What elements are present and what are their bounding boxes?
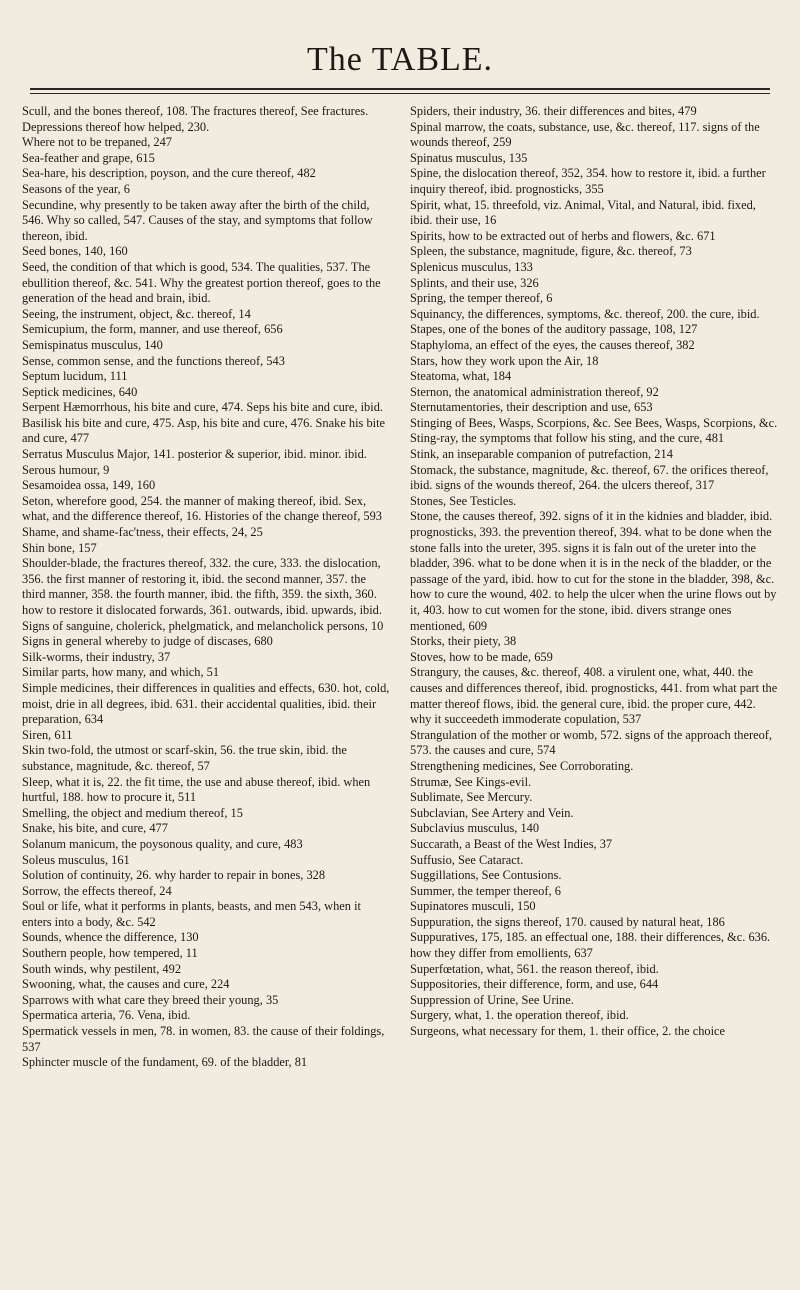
index-entry: Skin two-fold, the utmost or scarf-skin, 56. the true skin, ibid. the substance, magnitude, &c. thereof, 57 (22, 743, 347, 773)
right-column (410, 104, 778, 1071)
index-entry: Signs in general whereby to judge of discases, 680 (22, 634, 273, 649)
header-rule (30, 88, 770, 90)
index-entry: Suffusio, See Cataract. (410, 852, 524, 867)
index-entry: Sea-feather and grape, 615 (22, 150, 155, 165)
index-entry: Stinging of Bees, Wasps, Scorpions, &c. See Bees, Wasps, Scorpions, &c. (410, 415, 778, 430)
index-entry: Suppuratives, 175, 185. an effectual one, 188. their differences, &c. 636. how they differ from emollients, 637 (410, 930, 771, 961)
index-entry: Sleep, what it is, 22. the fit time, the use and abuse thereof, ibid. when hurtful, 188. how to procure it, 511 (22, 774, 371, 805)
index-entry: Spermatica arteria, 76. Vena, ibid. (22, 1008, 191, 1023)
index-entry: Septum lucidum, 111 (22, 369, 128, 384)
index-entry: Spine, the dislocation thereof, 352, 354. how to restore it, ibid. a further inquiry thereof, ibid. prognosticks, 355 (410, 166, 766, 196)
index-entry: Strumæ, See Kings-evil. (410, 774, 532, 789)
index-entry: Sphincter muscle of the fundament, 69. of the bladder, 81 (22, 1055, 308, 1070)
index-columns (22, 104, 778, 1071)
index-entry: Suppositories, their difference, form, and use, 644 (410, 977, 659, 992)
index-entry: Spirits, how to be extracted out of herbs and flowers, &c. 671 (410, 228, 716, 243)
index-entry: Snake, his bite, and cure, 477 (22, 821, 168, 836)
index-entry: Stoves, how to be made, 659 (410, 649, 553, 664)
index-entry: Spinal marrow, the coats, substance, use, &c. thereof, 117. signs of the wounds thereof, 259 (410, 119, 760, 150)
index-entry: Similar parts, how many, and which, 51 (22, 665, 220, 680)
index-entry: Suggillations, See Contusions. (410, 868, 562, 883)
index-entry: Subclavius musculus, 140 (410, 821, 540, 836)
index-entry: Squinancy, the differences, symptoms, &c. thereof, 200. the cure, ibid. (410, 306, 760, 321)
index-entry: Succarath, a Beast of the West Indies, 37 (410, 836, 613, 851)
index-entry: Spirit, what, 15. threefold, viz. Animal, Vital, and Natural, ibid. fixed, ibid. their use, 16 (410, 197, 756, 228)
index-entry: Sparrows with what care they breed their young, 35 (22, 992, 279, 1007)
index-entry: Sea-hare, his description, poyson, and the cure thereof, 482 (22, 166, 316, 181)
index-entry: Seasons of the year, 6 (22, 181, 130, 196)
index-entry: Seed, the condition of that which is good, 534. The qualities, 537. The ebullition thereof, &c. 541. Why the greatest portion thereof, goes to the generation of the head and brain, ibid. (22, 259, 381, 306)
index-entry: South winds, why pestilent, 492 (22, 961, 182, 976)
index-entry: Stars, how they work upon the Air, 18 (410, 353, 599, 368)
index-entry: Surgery, what, 1. the operation thereof, ibid. (410, 1008, 629, 1023)
index-entry: Siren, 611 (22, 727, 73, 742)
index-entry: Sorrow, the effects thereof, 24 (22, 883, 172, 898)
index-entry: Sublimate, See Mercury. (410, 790, 533, 805)
index-entry: Soleus musculus, 161 (22, 852, 130, 867)
index-entry: Strangury, the causes, &c. thereof, 408. a virulent one, what, 440. the causes and differences thereof, ibid. prognosticks, 441. from what part the matter thereof flows, ibid. the general cure, ibid. the proper cure, 442. why it succeedeth immoderate copulation, 537 (410, 665, 778, 727)
index-entry: Splenicus musculus, 133 (410, 259, 533, 274)
index-entry: Shoulder-blade, the fractures thereof, 332. the cure, 333. the dislocation, 356. the first manner of restoring it, ibid. the second manner, 357. the third manner, 358. the fourth manner, ibid. the fifth, 359. the sixth, 360. how to restore it dislocated forwards, 361. outwards, ibid. upwards, ibid. (22, 556, 382, 617)
index-entry: Spleen, the substance, magnitude, figure, &c. thereof, 73 (410, 244, 692, 259)
index-entry: Shame, and shame-fac'tness, their effects, 24, 25 (22, 525, 263, 540)
index-entry: Splints, and their use, 326 (410, 275, 539, 290)
index-entry: Secundine, why presently to be taken away after the birth of the child, 546. Why so called, 547. Causes of the stay, and symptoms that follow thereon, ibid. (22, 197, 373, 243)
index-entry: Sesamoidea ossa, 149, 160 (22, 478, 156, 493)
index-entry: Semicupium, the form, manner, and use thereof, 656 (22, 322, 283, 337)
index-entry: Supinatores musculi, 150 (410, 899, 536, 914)
index-entry: Strangulation of the mother or womb, 572. signs of the approach thereof, 573. the causes and cure, 574 (410, 727, 772, 758)
index-entry: Superfœtation, what, 561. the reason thereof, ibid. (410, 961, 659, 976)
index-entry: Stomack, the substance, magnitude, &c. thereof, 67. the orifices thereof, ibid. signs of the wounds thereof, 264. the ulcers thereof, 317 (410, 462, 769, 493)
index-entry: Surgeons, what necessary for them, 1. their office, 2. the choice (410, 1024, 726, 1039)
index-entry: Sternutamentories, their description and use, 653 (410, 400, 653, 415)
index-entry: Sense, common sense, and the functions thereof, 543 (22, 353, 285, 368)
index-entry: Steatoma, what, 184 (410, 369, 512, 384)
index-entry: Silk-worms, their industry, 37 (22, 649, 171, 664)
index-entry: Seeing, the instrument, object, &c. thereof, 14 (22, 306, 251, 321)
index-entry: Spring, the temper thereof, 6 (410, 291, 553, 306)
page-title: The TABLE. (306, 41, 494, 78)
index-entry: Staphyloma, an effect of the eyes, the causes thereof, 382 (410, 337, 695, 352)
index-entry: Seed bones, 140, 160 (22, 244, 128, 259)
index-entry: Stones, See Testicles. (410, 493, 517, 508)
index-entry: Shin bone, 157 (22, 540, 97, 555)
index-entry: Suppuration, the signs thereof, 170. caused by natural heat, 186 (410, 914, 725, 929)
index-entry: Sting-ray, the symptoms that follow his sting, and the cure, 481 (410, 431, 725, 446)
index-entry: Suppression of Urine, See Urine. (410, 992, 574, 1007)
index-entry: Septick medicines, 640 (22, 384, 138, 399)
index-entry: Signs of sanguine, cholerick, phelgmatick, and melancholick persons, 10 (22, 618, 384, 633)
index-entry: Stone, the causes thereof, 392. signs of it in the kidnies and bladder, ibid. prognosticks, 393. the prevention thereof, 394. what to be done when the stone falls into the ureter, 395. signs it is faln out of the ureter into the bladder, 396. what to be done when it is in the neck of the bladder, or the passage of the yard, ibid. how to cut for the stone in the bladder, 398, &c. how to cure the wound, 402. to help the ulcer when the urine flows out by it, 403. how to cut women for the stone, ibid. divers strange ones mentioned, 609 (410, 509, 777, 633)
index-entry: Smelling, the object and medium thereof, 15 (22, 805, 243, 820)
index-entry: Spinatus musculus, 135 (410, 150, 528, 165)
index-entry: Simple medicines, their differences in qualities and effects, 630. hot, cold, moist, drie in all degrees, ibid. 631. their accidental qualities, ibid. their preparation, 634 (22, 680, 390, 727)
index-entry: Swooning, what, the causes and cure, 224 (22, 977, 230, 992)
index-entry: Seton, wherefore good, 254. the manner of making thereof, ibid. Sex, what, and the difference thereof, 16. Histories of the change thereof, 593 (22, 493, 382, 524)
index-entry: Spiders, their industry, 36. their differences and bites, 479 (410, 104, 697, 118)
index-entry: Southern people, how tempered, 11 (22, 946, 198, 961)
index-entry: Serpent Hæmorrhous, his bite and cure, 474. Seps his bite and cure, ibid. Basilisk his bite and cure, 475. Asp, his bite and cure, 476. Snake his bite and cure, 477 (22, 400, 386, 446)
index-entry: Solution of continuity, 26. why harder to repair in bones, 328 (22, 868, 326, 883)
left-column (22, 104, 390, 1071)
index-entry: Stapes, one of the bones of the auditory passage, 108, 127 (410, 322, 698, 337)
index-entry: Sounds, whence the difference, 130 (22, 930, 199, 945)
index-entry: Scull, and the bones thereof, 108. The fractures thereof, See fractures. Depressions thereof how helped, 230. (22, 104, 369, 134)
index-entry: Spermatick vessels in men, 78. in women, 83. the cause of their foldings, 537 (22, 1024, 385, 1054)
index-entry: Summer, the temper thereof, 6 (410, 883, 561, 898)
index-entry: Subclavian, See Artery and Vein. (410, 805, 574, 820)
index-entry: Sternon, the anatomical administration thereof, 92 (410, 384, 659, 399)
index-entry: Serous humour, 9 (22, 462, 110, 477)
header-rule-thin (30, 93, 770, 94)
index-entry: Semispinatus musculus, 140 (22, 337, 163, 352)
index-entry: Storks, their piety, 38 (410, 634, 517, 649)
index-entry: Solanum manicum, the poysonous quality, and cure, 483 (22, 836, 303, 851)
index-entry: Soul or life, what it performs in plants, beasts, and men 543, when it enters into a body, &c. 542 (22, 899, 361, 929)
index-entry: Strengthening medicines, See Corroborating. (410, 758, 634, 773)
index-entry: Stink, an inseparable companion of putrefaction, 214 (410, 447, 673, 462)
index-entry: Where not to be trepaned, 247 (22, 135, 173, 150)
index-entry: Serratus Musculus Major, 141. posterior & superior, ibid. minor. ibid. (22, 447, 367, 462)
